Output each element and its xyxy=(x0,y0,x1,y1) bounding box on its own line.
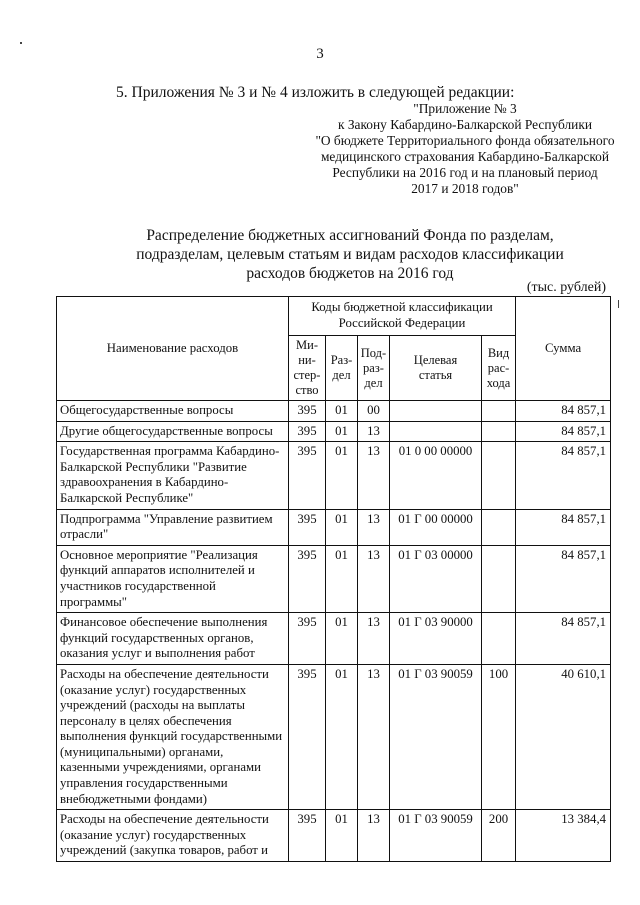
row-name-cell: Подпрограмма "Управление развитием отрасли" xyxy=(57,509,289,545)
amount-cell: 84 857,1 xyxy=(516,545,611,612)
ministry-cell: 395 xyxy=(289,421,326,442)
amount-cell: 84 857,1 xyxy=(516,442,611,509)
expense-type-cell xyxy=(482,545,516,612)
header-amount: Сумма xyxy=(516,297,611,401)
section-cell: 01 xyxy=(326,545,358,612)
section-cell: 01 xyxy=(326,421,358,442)
table-row xyxy=(57,545,611,612)
title-line: Распределение бюджетных ассигнований Фонда по разделам, xyxy=(146,227,554,244)
header-subsection: Под- раз- дел xyxy=(358,336,390,401)
amount-cell: 84 857,1 xyxy=(516,401,611,422)
section-cell: 01 xyxy=(326,401,358,422)
row-name-cell: Расходы на обеспечение деятельности (оказание услуг) государственных учреждений (закупка товаров, работ и xyxy=(57,810,289,862)
table-row xyxy=(57,421,611,442)
ministry-cell: 395 xyxy=(289,613,326,665)
header-row xyxy=(57,297,611,336)
expense-type-cell: 100 xyxy=(482,664,516,809)
document-title xyxy=(90,226,610,283)
page-number: 3 xyxy=(316,46,324,62)
row-name-cell: Другие общегосударственные вопросы xyxy=(57,421,289,442)
header-ministry: Ми- ни- стер- ство xyxy=(289,336,326,401)
expense-type-cell xyxy=(482,401,516,422)
section-cell: 01 xyxy=(326,664,358,809)
amount-cell: 13 384,4 xyxy=(516,810,611,862)
ministry-cell: 395 xyxy=(289,509,326,545)
section-cell: 01 xyxy=(326,509,358,545)
scan-speck xyxy=(618,300,619,308)
scan-speck xyxy=(20,42,22,44)
table-row xyxy=(57,664,611,809)
ministry-cell: 395 xyxy=(289,545,326,612)
amount-cell: 84 857,1 xyxy=(516,421,611,442)
header-target: Целевая статья xyxy=(390,336,482,401)
target-cell: 01 Г 03 90059 xyxy=(390,810,482,862)
amount-cell: 84 857,1 xyxy=(516,613,611,665)
table-row xyxy=(57,401,611,422)
header-section: Раз- дел xyxy=(326,336,358,401)
target-cell: 01 0 00 00000 xyxy=(390,442,482,509)
table-row xyxy=(57,442,611,509)
header-name: Наименование расходов xyxy=(57,297,289,401)
subsection-cell: 13 xyxy=(358,509,390,545)
subsection-cell: 00 xyxy=(358,401,390,422)
target-cell: 01 Г 00 00000 xyxy=(390,509,482,545)
target-cell xyxy=(390,401,482,422)
expense-type-cell: 200 xyxy=(482,810,516,862)
ministry-cell: 395 xyxy=(289,442,326,509)
amount-cell: 40 610,1 xyxy=(516,664,611,809)
subsection-cell: 13 xyxy=(358,810,390,862)
expense-type-cell xyxy=(482,421,516,442)
target-cell: 01 Г 03 00000 xyxy=(390,545,482,612)
header-expense-type: Вид рас- хода xyxy=(482,336,516,401)
header-codes-group: Коды бюджетной классификации Российской Федерации xyxy=(289,297,516,336)
target-cell xyxy=(390,421,482,442)
row-name-cell: Расходы на обеспечение деятельности (оказание услуг) государственных учреждений (расходы на выплаты персоналу в целях обеспечения выполнения функций государственными (муниципальными) органами, казенными учреждениями, органами управления государственными внебюджетными фондами) xyxy=(57,664,289,809)
target-cell: 01 Г 03 90059 xyxy=(390,664,482,809)
table-row xyxy=(57,613,611,665)
table-row xyxy=(57,509,611,545)
table-row xyxy=(57,810,611,862)
ministry-cell: 395 xyxy=(289,664,326,809)
appendix-line: к Закону Кабардино-Балкарской Республики xyxy=(337,117,593,132)
subsection-cell: 13 xyxy=(358,442,390,509)
appendix-reference xyxy=(300,101,630,197)
appendix-line: 2017 и 2018 годов" xyxy=(411,181,519,196)
expense-type-cell xyxy=(482,613,516,665)
title-line: подразделам, целевым статьям и видам расходов классификации xyxy=(136,246,564,263)
amount-cell: 84 857,1 xyxy=(516,509,611,545)
row-name-cell: Государственная программа Кабардино-Балкарской Республики "Развитие здравоохранения в Кабардино-Балкарской Республике" xyxy=(57,442,289,509)
expense-type-cell xyxy=(482,509,516,545)
row-name-cell: Основное мероприятие "Реализация функций аппаратов исполнителей и участников государственной программы" xyxy=(57,545,289,612)
subsection-cell: 13 xyxy=(358,613,390,665)
appendix-line: Республики на 2016 год и на плановый период xyxy=(332,165,598,180)
subsection-cell: 13 xyxy=(358,545,390,612)
row-name-cell: Финансовое обеспечение выполнения функций государственных органов, оказания услуг и выполнения работ xyxy=(57,613,289,665)
amendment-heading: 5. Приложения № 3 и № 4 изложить в следующей редакции: xyxy=(116,84,515,101)
ministry-cell: 395 xyxy=(289,401,326,422)
subsection-cell: 13 xyxy=(358,421,390,442)
section-cell: 01 xyxy=(326,613,358,665)
appendix-line: "О бюджете Территориального фонда обязательного xyxy=(315,133,615,148)
section-cell: 01 xyxy=(326,810,358,862)
section-cell: 01 xyxy=(326,442,358,509)
row-name-cell: Общегосударственные вопросы xyxy=(57,401,289,422)
budget-table xyxy=(56,296,611,862)
expense-type-cell xyxy=(482,442,516,509)
title-line: расходов бюджетов на 2016 год xyxy=(246,265,454,282)
units-label: (тыс. рублей) xyxy=(526,280,606,295)
appendix-line: "Приложение № 3 xyxy=(413,101,517,116)
ministry-cell: 395 xyxy=(289,810,326,862)
target-cell: 01 Г 03 90000 xyxy=(390,613,482,665)
appendix-line: медицинского страхования Кабардино-Балкарской xyxy=(320,149,610,164)
subsection-cell: 13 xyxy=(358,664,390,809)
